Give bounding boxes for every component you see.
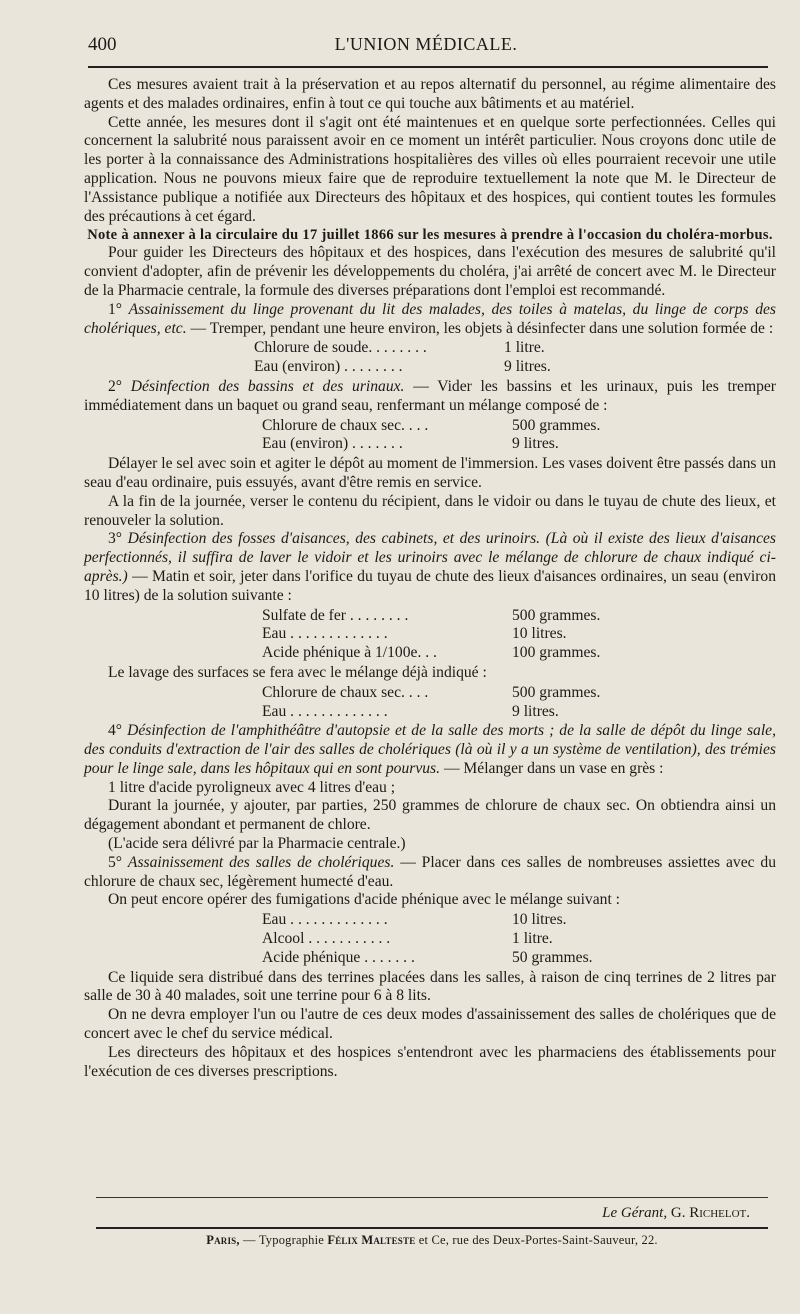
recipe-amount: 9 litres. [512,435,559,453]
section-2-recipe [84,417,776,455]
recipe-row [262,607,776,626]
section-2-text: — Vider les bassins et les urinaux, puis les tremper immédiatement dans un baquet ou grand seau, renfermant un mélange composé de : [84,377,776,414]
section-1-text: — Tremper, pendant une heure environ, les objets à désinfecter dans une solution formée de : [190,319,774,337]
recipe-amount: 100 grammes. [512,644,601,662]
recipe-ingredient: Chlorure de soude. . . . . . . . [254,339,427,357]
section-4 [84,722,776,778]
imprint-printer: Félix Malteste [327,1233,416,1247]
section-5-after-2: On ne devra employer l'un ou l'autre de ces deux modes d'assainissement des salles de cholériques que de concert avec le chef du service médical. [84,1006,776,1043]
recipe-row [262,625,776,644]
recipe-row [262,911,776,930]
section-2-number: 2° [108,377,123,395]
running-head: L'UNION MÉDICALE. [334,34,518,54]
printer-imprint [96,1233,768,1248]
recipe-ingredient: Eau (environ) . . . . . . . . [254,358,403,376]
section-2-after-2: A la fin de la journée, verser le contenu du récipient, dans le vidoir ou dans le tuyau de chute des lieux, et renouveler la solution. [84,492,776,529]
section-3-after: Le lavage des surfaces se fera avec le mélange déjà indiqué : [108,663,487,681]
section-5-number: 5° [108,853,123,871]
recipe-row [262,930,776,949]
recipe-row [262,644,776,663]
recipe-ingredient: Sulfate de fer . . . . . . . . [262,606,409,624]
header-rule [88,66,768,68]
recipe-row [254,339,776,358]
recipe-amount: 1 litre. [504,339,545,357]
section-5-recipe [84,911,776,967]
recipe-ingredient: Chlorure de chaux sec. . . . [262,683,429,701]
recipe-ingredient: Eau . . . . . . . . . . . . . [262,625,388,643]
recipe-ingredient: Acide phénique . . . . . . . [262,948,415,966]
paragraph-1: Ces mesures avaient trait à la préservation et au repos alternatif du personnel, au régime alimentaire des agents et des malades ordinaires, enfin à tout ce qui touche aux bâtiments et au matériel. [84,76,776,112]
section-1-recipe [84,339,776,377]
signature-name: G. Richelot. [670,1205,750,1221]
section-1-title: Assainissement du linge provenant du lit des malades, des toiles à matelas, du linge de corps des cholériques, etc. [84,300,776,337]
section-4-title: Désinfection de l'amphithéâtre d'autopsie et de la salle des morts ; de la salle de dépôt du linge sale, des conduits d'extraction de l'air des salles de cholériques (là où il y a un système de ventilation), des trémies pour le linge sale, dans les hôpitaux qui en sont pourvus. [84,722,776,777]
section-1-number: 1° [108,300,123,318]
recipe-row [262,684,776,703]
paragraph-2: Cette année, les mesures dont il s'agit ont été maintenues et en quelque sorte perfectionnées. Celles qui concernent la salubrité nous paraissent avoir en ce moment un intérêt particulier. Nous croyons donc utile de les porter à la connaissance des Administrations hospitalières des villes où elles pourraient recevoir une utile application. Nous ne pouvons mieux faire que de reproduire textuellement la note que M. le Directeur de l'Assistance publique a notifiée aux Directeurs des hôpitaux et des hospices, qui contient toutes les formules des précautions à cet égard. [84,113,776,225]
section-2-title: Désinfection des bassins et des urinaux. [130,377,405,395]
section-4-text: — Mélanger dans un vase en grès : [443,759,664,777]
imprint-text-a: — Typographie [239,1233,328,1247]
recipe-ingredient: Eau . . . . . . . . . . . . . [262,911,388,929]
recipe-row [262,435,776,454]
section-3-text: — Matin et soir, jeter dans l'orifice du tuyau de chute des lieux d'aisances ordinaires, un seau (environ 10 litres) de la solution suivante : [84,567,776,604]
imprint-text-b: et Ce, rue des Deux-Portes-Saint-Sauveur, 22. [415,1233,658,1247]
recipe-amount: 10 litres. [512,625,567,643]
section-3-number: 3° [108,530,123,548]
section-5-line-2: On peut encore opérer des fumigations d'acide phénique avec le mélange suivant : [108,891,621,909]
recipe-row [262,703,776,722]
imprint-city: Paris, [206,1233,240,1247]
recipe-amount: 10 litres. [512,911,567,929]
section-5-title: Assainissement des salles de cholériques. [127,853,395,871]
section-3-recipe [84,607,776,663]
section-5-after-3: Les directeurs des hôpitaux et des hospices s'entendront avec les pharmaciens des établissements pour l'exécution de ces diverses prescriptions. [84,1043,776,1080]
section-4-line-1: 1 litre d'acide pyroligneux avec 4 litres d'eau ; [108,778,396,796]
recipe-amount: 9 litres. [512,702,559,720]
article-body [84,76,776,1081]
note-title: Note à annexer à la circulaire du 17 juillet 1866 sur les mesures à prendre à l'occasion du choléra-morbus. [87,227,773,244]
recipe-amount: 9 litres. [504,358,551,376]
recipe-amount: 500 grammes. [512,683,601,701]
recipe-ingredient: Eau . . . . . . . . . . . . . [262,702,388,720]
signature [602,1205,750,1222]
recipe-ingredient: Eau (environ) . . . . . . . [262,435,403,453]
page-header [88,34,764,64]
section-1 [84,301,776,339]
section-5-text: — Placer dans ces salles de nombreuses assiettes avec du chlorure de chaux sec, légèrement humecté d'eau. [84,853,777,890]
recipe-amount: 500 grammes. [512,606,601,624]
recipe-amount: 50 grammes. [512,948,593,966]
section-4-line-3: (L'acide sera délivré par la Pharmacie centrale.) [108,835,406,853]
section-5 [84,854,776,892]
recipe-row [262,417,776,436]
signature-role: Le Gérant, [602,1205,668,1221]
recipe-amount: 1 litre. [512,930,553,948]
recipe-ingredient: Chlorure de chaux sec. . . . [262,416,429,434]
section-5-after-1: Ce liquide sera distribué dans des terrines placées dans les salles, à raison de cinq terrines de 2 litres par salle de 30 à 40 malades, soit une terrine pour 6 à 8 lits. [84,968,776,1005]
section-3 [84,530,776,605]
recipe-ingredient: Acide phénique à 1/100e. . . [262,644,437,662]
note-intro: Pour guider les Directeurs des hôpitaux et des hospices, dans l'exécution des mesures de salubrité qu'il convient d'adopter, afin de prévenir les développements du choléra, j'ai arrêté de concert avec M. le Directeur de la Pharmacie centrale, la formule des diverses préparations dont l'emploi est recommandé. [84,244,776,299]
recipe-row [262,949,776,968]
recipe-row [254,358,776,377]
footer-rule-bottom [96,1227,768,1229]
page-number: 400 [88,34,117,55]
recipe-amount: 500 grammes. [512,416,601,434]
section-3-recipe-2 [84,684,776,722]
footer-rule-top [96,1197,768,1198]
section-4-line-2: Durant la journée, y ajouter, par parties, 250 grammes de chlorure de chaux sec. On obtiendra ainsi un dégagement abondant et permanent de chlore. [84,797,776,834]
section-4-number: 4° [108,722,123,740]
section-2 [84,378,776,416]
recipe-ingredient: Alcool . . . . . . . . . . . [262,930,391,948]
section-3-title: Désinfection des fosses d'aisances, des cabinets, et des urinoirs. (Là où il existe des lieux d'aisances perfectionnés, il suffira de laver le vidoir et les urinoirs avec le mélange de chlorure de chaux indiqué ci-après.) [84,530,776,585]
section-2-after-1: Délayer le sel avec soin et agiter le dépôt au moment de l'immersion. Les vases doivent être passés dans un seau d'eau ordinaire, puis essuyés, avant d'être remis en service. [84,455,776,491]
